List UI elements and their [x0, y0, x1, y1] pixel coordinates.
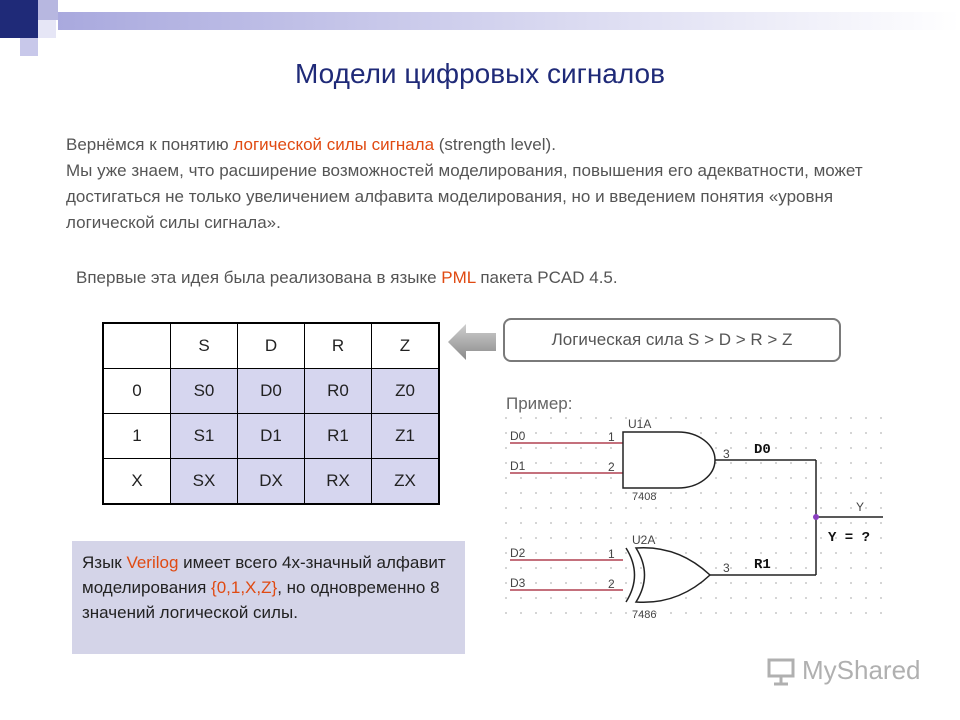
corner-decoration [0, 0, 960, 60]
table-row [103, 414, 439, 459]
p2-text: Мы уже знаем, что расширение возможностей моделирования, повышения его адекватности, может достигаться не только увеличением алфавита моделирования, но и введением понятия «уровня логической силы сигнала». [66, 161, 863, 232]
table-header-cell: D [238, 323, 305, 369]
pml-text: Впервые эта идея была реализована в языке [76, 268, 442, 287]
pin-number: 1 [608, 547, 615, 561]
table-cell: 1 [103, 414, 171, 459]
intro-paragraph [66, 132, 866, 236]
verilog-note [72, 541, 465, 654]
pin-number: 2 [608, 460, 615, 474]
gate2-part: 7486 [632, 609, 657, 621]
pin-number: 2 [608, 577, 615, 591]
circuit-diagram [498, 410, 898, 630]
table-header-cell: S [171, 323, 238, 369]
page-title: Модели цифровых сигналов [295, 58, 665, 89]
input-label-d1: D1 [510, 459, 526, 473]
table-cell: SX [171, 459, 238, 505]
table-row [103, 369, 439, 414]
gate1-ref: U1A [628, 417, 652, 431]
xor-gate [636, 548, 710, 603]
table-cell: RX [305, 459, 372, 505]
arrow-left-icon [448, 324, 498, 360]
pin-number: 3 [723, 561, 730, 575]
table-cell: ZX [372, 459, 440, 505]
input-label-d2: D2 [510, 546, 526, 560]
table-cell: X [103, 459, 171, 505]
table-cell: S1 [171, 414, 238, 459]
table-cell: Z0 [372, 369, 440, 414]
pml-line [76, 268, 618, 288]
gate1-part: 7408 [632, 491, 657, 503]
p1-text: Вернёмся к понятию [66, 135, 234, 154]
output-label-y: Y [856, 500, 865, 514]
table-header-row [103, 323, 439, 369]
table-cell: D1 [238, 414, 305, 459]
gate2-ref: U2A [632, 533, 656, 547]
signal-table [102, 322, 440, 505]
table-cell: R1 [305, 414, 372, 459]
table-cell: Z1 [372, 414, 440, 459]
input-label-d0: D0 [510, 429, 526, 443]
net-label-d0: D0 [754, 442, 771, 458]
verilog-text: Язык [82, 553, 127, 572]
table-cell: R0 [305, 369, 372, 414]
pml-accent: PML [441, 268, 476, 287]
verilog-text-mid: имеет всего 4х-значный алфавит моделирования [82, 553, 446, 597]
pin-number: 1 [608, 430, 615, 444]
table-cell: 0 [103, 369, 171, 414]
output-equation: Y = ? [828, 530, 871, 546]
verilog-text-end: , но одновременно 8 значений логической силы. [82, 578, 440, 622]
logo-text: MyShared [802, 655, 921, 685]
verilog-accent: Verilog [126, 553, 179, 572]
table-cell: DX [238, 459, 305, 505]
strength-order-box: Логическая сила S > D > R > Z [503, 318, 841, 362]
example-label: Пример: [506, 394, 573, 413]
table-header-cell: Z [372, 323, 440, 369]
p1-text-end: (strength level). [434, 135, 556, 154]
p1-accent: логической силы сигнала [233, 135, 435, 154]
table-row [103, 459, 439, 505]
table-cell: S0 [171, 369, 238, 414]
table-header-cell [103, 323, 171, 369]
table-header-cell: R [305, 323, 372, 369]
net-label-r1: R1 [754, 557, 771, 573]
watermark-logo [766, 655, 921, 686]
pin-number: 3 [723, 447, 730, 461]
presentation-icon [766, 656, 796, 686]
pml-text-end: пакета PCAD 4.5. [475, 268, 618, 287]
and-gate [623, 432, 715, 488]
verilog-alphabet: {0,1,X,Z} [211, 578, 278, 597]
table-cell: D0 [238, 369, 305, 414]
input-label-d3: D3 [510, 576, 526, 590]
